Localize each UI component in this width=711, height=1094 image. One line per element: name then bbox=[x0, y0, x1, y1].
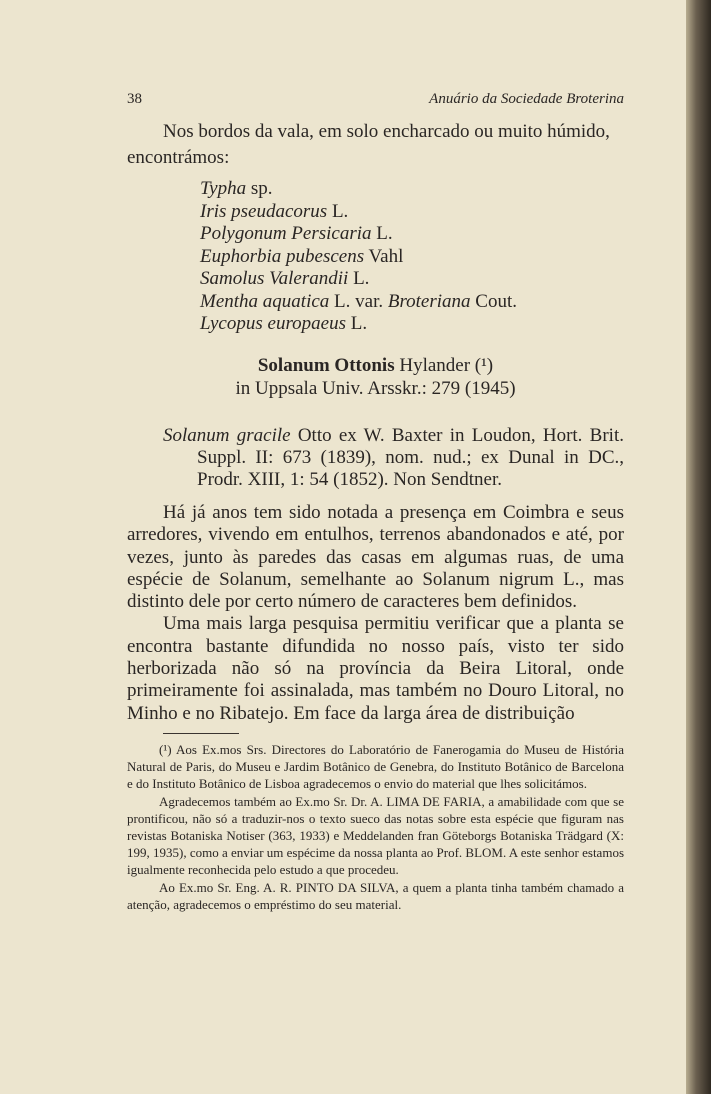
body-paragraph: Há já anos tem sido notada a presença em Coimbra e seus arredores, vivendo em entulhos, terrenos abandonados e até, por vezes, junto às paredes das casas em algumas ruas, de uma espécie de Solanum, semelhante ao Solanum nigrum L., mas distinto dele por certo número de caracteres bem definidos. bbox=[127, 502, 624, 613]
species-list bbox=[200, 178, 517, 336]
running-title: Anuário da Sociedade Broterina bbox=[429, 91, 624, 107]
species-item: Typha sp. bbox=[200, 178, 273, 199]
species-item: Iris pseudacorus L. bbox=[200, 200, 349, 222]
taxon-citation: in Uppsala Univ. Arsskr.: 279 (1945) bbox=[235, 378, 516, 399]
body-text bbox=[127, 502, 624, 725]
synonym-taxon: Solanum gracile bbox=[163, 425, 291, 446]
intro-paragraph: Nos bordos da vala, em solo encharcado ou muito húmido, encontrámos: bbox=[127, 121, 610, 168]
species-item: Mentha aquatica L. var. Broteriana Cout. bbox=[200, 290, 517, 312]
body-paragraph: Uma mais larga pesquisa permitiu verificar que a planta se encontra bastante difundida no nosso país, visto ter sido herborizada não só na província da Beira Litoral, onde primeiramente foi assinalada, mas também no Douro Litoral, no Minho e no Ribatejo. Em face da larga área de distribuição bbox=[127, 613, 624, 724]
footnote: Agradecemos também ao Ex.mo Sr. Dr. A. LIMA DE FARIA, a amabilidade com que se prontificou, não só a traduzir-nos o texto sueco das notas sobre esta espécie que figuram nas revistas Botaniska Notiser (363, 1933) e Meddelanden fran Göteborgs Botaniska Trädgard (X: 199, 1935), como a enviar um espécime da nossa planta ao Prof. BLOM. A este senhor estamos igualmente reconhecida pelo estudo a que procedeu. bbox=[127, 793, 624, 878]
species-item: Lycopus europaeus L. bbox=[200, 313, 368, 334]
footnote-rule bbox=[163, 733, 239, 734]
taxon-name: Solanum Ottonis bbox=[257, 355, 395, 376]
synonym-paragraph bbox=[163, 425, 624, 491]
taxon-heading bbox=[127, 354, 624, 400]
species-item: Polygonum Persicaria L. bbox=[200, 223, 393, 244]
taxon-author: Hylander (¹) bbox=[399, 355, 494, 376]
species-item: Euphorbia pubescens Vahl bbox=[200, 245, 404, 267]
synonym-text: Otto ex W. Baxter in Loudon, Hort. Brit. Suppl. II: 673 (1839), nom. nud.; ex Dunal in DC., Prodr. XIII, 1: 54 (1852). Non Sendtner. bbox=[197, 425, 624, 490]
page-number: 38 bbox=[127, 91, 142, 107]
footnote: (¹) Aos Ex.mos Srs. Directores do Laboratório de Fanerogamia do Museu de História Natural de Paris, do Museu e Jardim Botânico de Genebra, do Instituto Botânico de Barcelona e do Instituto Botânico de Lisboa agradecemos o envio do material que lhes solicitámos. bbox=[127, 742, 624, 792]
footnote: Ao Ex.mo Sr. Eng. A. R. PINTO DA SILVA, a quem a planta tinha também chamado a atenção, agradecemos o empréstimo do seu material. bbox=[127, 879, 624, 912]
page-edge bbox=[686, 0, 711, 1094]
species-item: Samolus Valerandii L. bbox=[200, 268, 370, 289]
footnotes bbox=[127, 741, 624, 913]
running-header bbox=[127, 91, 624, 108]
